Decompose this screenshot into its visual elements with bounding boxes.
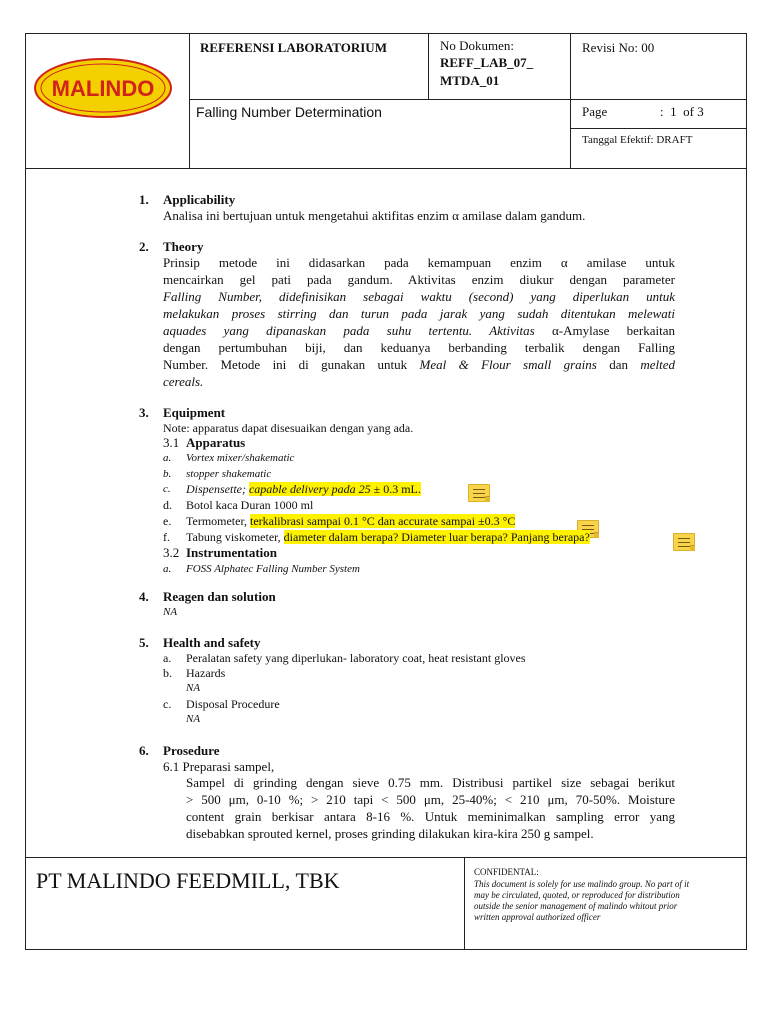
section-4-title: Reagen dan solution bbox=[163, 589, 276, 604]
section-2-line-5a: aquades yang dipanaskan pada suhu tertentu. Aktivitas bbox=[163, 323, 535, 338]
revisi-no: Revisi No: 00 bbox=[582, 40, 655, 55]
instrumentation-title: Instrumentation bbox=[186, 545, 278, 560]
safety-c-mark: c. bbox=[163, 697, 172, 711]
section-6-title: Prosedure bbox=[163, 743, 220, 758]
comment-note-icon-3[interactable] bbox=[673, 533, 695, 551]
section-4-text: NA bbox=[163, 606, 178, 618]
footer-divider bbox=[464, 857, 465, 950]
apparatus-b-mark: b. bbox=[163, 468, 172, 480]
section-5-num: 5. bbox=[139, 635, 149, 650]
section-1-num: 1. bbox=[139, 192, 149, 207]
apparatus-e-text bbox=[186, 514, 515, 529]
safety-b-mark: b. bbox=[163, 666, 172, 680]
footer-conf-title: CONFIDENTAL: bbox=[474, 867, 539, 877]
footer-conf-line-1: This document is solely for use malindo group. No part of it bbox=[474, 879, 690, 889]
doc-no-value-2: MTDA_01 bbox=[440, 73, 500, 88]
section-4-num: 4. bbox=[139, 589, 149, 604]
doc-subtitle: Falling Number Determination bbox=[196, 104, 382, 120]
safety-c-text: Disposal Procedure bbox=[186, 697, 280, 711]
section-3-note: Note: apparatus dapat disesuaikan dengan yang ada. bbox=[163, 421, 414, 435]
comment-note-icon-1[interactable] bbox=[468, 484, 490, 502]
section-2-line-7 bbox=[163, 357, 675, 373]
doc-no-label: No Dokumen: bbox=[440, 38, 515, 53]
safety-b-text: Hazards bbox=[186, 666, 226, 680]
header-divider-docno bbox=[428, 33, 429, 99]
section-6-sub1: 6.1 Preparasi sampel, bbox=[163, 759, 275, 774]
section-2-line-5b: α-Amylase berkaitan bbox=[552, 323, 675, 338]
apparatus-e-plain: Termometer, bbox=[186, 514, 247, 528]
apparatus-a-text: Vortex mixer/shakematic bbox=[186, 452, 295, 464]
header-divider-revisi bbox=[570, 33, 571, 168]
footer-company: PT MALINDO FEEDMILL, TBK bbox=[36, 868, 340, 893]
section-2-line-5 bbox=[163, 323, 675, 339]
doc-no-value-1: REFF_LAB_07_ bbox=[440, 55, 534, 70]
safety-a-mark: a. bbox=[163, 651, 172, 665]
apparatus-c-highlight: ± 0.3 mL. bbox=[373, 482, 421, 496]
apparatus-c-mark: c. bbox=[163, 483, 171, 495]
section-1-text: Analisa ini bertujuan untuk mengetahui aktifitas enzim α amilase dalam gandum. bbox=[163, 208, 586, 223]
apparatus-d-text: Botol kaca Duran 1000 ml bbox=[186, 498, 314, 512]
footer-conf-line-3: outside the senior management of malindo whitout prior bbox=[474, 901, 678, 911]
instrumentation-a-text: FOSS Alphatec Falling Number System bbox=[186, 563, 360, 575]
section-2-line-1: Prinsip metode ini didasarkan pada kemampuan enzim α amilase untuk bbox=[163, 255, 675, 270]
header-bottom-line bbox=[25, 168, 747, 169]
section-3-title: Equipment bbox=[163, 405, 226, 420]
section-2-title: Theory bbox=[163, 239, 204, 254]
section-2-line-8: cereals. bbox=[163, 374, 204, 389]
section-2-line-6: dengan pertumbuhan biji, dan keduanya berbanding terbalik dengan Falling bbox=[163, 340, 675, 355]
section-1-title: Applicability bbox=[163, 192, 236, 207]
safety-c-sub: NA bbox=[186, 713, 201, 725]
apparatus-title: Apparatus bbox=[186, 435, 246, 450]
section-2-line-7a: Number. Metode ini di gunakan untuk bbox=[163, 357, 408, 372]
section-6-num: 6. bbox=[139, 743, 149, 758]
logo-text: MALINDO bbox=[51, 76, 155, 101]
page-label: Page bbox=[582, 104, 608, 119]
tanggal-efektif: Tanggal Efektif: DRAFT bbox=[582, 134, 693, 146]
apparatus-f-plain: Tabung viskometer, bbox=[186, 530, 281, 544]
apparatus-num: 3.1 bbox=[163, 435, 180, 450]
apparatus-e-mark: e. bbox=[163, 514, 172, 528]
instrumentation-a-mark: a. bbox=[163, 563, 172, 575]
safety-b-sub: NA bbox=[186, 682, 201, 694]
footer-top-line bbox=[25, 857, 747, 858]
section-6-line-3: content grain berkisar antara 8-16 %. Untuk meminimalkan sampling error yang bbox=[186, 809, 675, 824]
footer-conf-line-4: written approval authorized officer bbox=[474, 912, 601, 922]
apparatus-c-highlight-italic: capable delivery pada 25 bbox=[248, 482, 371, 496]
footer-conf-line-2: may be circulated, quoted, or reproduced for distribution bbox=[474, 890, 680, 900]
instrumentation-num: 3.2 bbox=[163, 545, 180, 560]
section-5-title: Health and safety bbox=[163, 635, 261, 650]
apparatus-c-plain: Dispensette; bbox=[186, 482, 246, 496]
header-title: REFERENSI LABORATORIUM bbox=[200, 40, 387, 55]
page-value: : 1 of 3 bbox=[660, 104, 704, 119]
section-3-num: 3. bbox=[139, 405, 149, 420]
section-2-num: 2. bbox=[139, 239, 149, 254]
apparatus-f-highlight: diameter dalam berapa? Diameter luar berapa? Panjang berapa? bbox=[283, 530, 590, 544]
section-2-line-3: Falling Number, didefinisikan sebagai waktu (second) yang diperlukan untuk bbox=[163, 289, 675, 304]
apparatus-a-mark: a. bbox=[163, 452, 172, 464]
apparatus-e-highlight: terkalibrasi sampai 0.1 °C dan accurate sampai ±0.3 °C bbox=[249, 514, 516, 528]
section-6-line-4: disebabkan sprouted kernel, proses grinding dilakukan kira-kira 250 g sampel. bbox=[186, 826, 594, 841]
apparatus-b-text: stopper shakematic bbox=[186, 468, 272, 480]
malindo-logo bbox=[34, 58, 172, 118]
apparatus-d-mark: d. bbox=[163, 498, 172, 512]
section-6-line-2: > 500 μm, 0-10 %; > 210 tapi < 500 μm, 25-40%; < 210 μm, 70-50%. Moisture bbox=[186, 792, 675, 807]
apparatus-c-text bbox=[186, 482, 421, 497]
section-6-line-1: Sampel di grinding dengan sieve 0.75 mm. Distribusi partikel size sebagai berikut bbox=[186, 775, 675, 790]
apparatus-f-mark: f. bbox=[163, 530, 170, 544]
section-2-line-7d: melted bbox=[640, 357, 676, 372]
header-row-line-2 bbox=[570, 128, 747, 129]
header-divider-logo bbox=[189, 33, 190, 168]
section-2-line-7b: Meal & Flour small grains bbox=[419, 357, 597, 372]
section-2-line-2: mencairkan gel pati pada gandum. Aktivitas enzim diukur dengan parameter bbox=[163, 272, 675, 287]
section-2-line-7c: dan bbox=[609, 357, 628, 372]
safety-a-text: Peralatan safety yang diperlukan- laboratory coat, heat resistant gloves bbox=[186, 651, 526, 665]
apparatus-f-text bbox=[186, 530, 590, 545]
section-2-line-4: melakukan proses stirring dan turun pada jarak yang sudah ditentukan melewati bbox=[163, 306, 675, 321]
header-row-line-1 bbox=[189, 99, 747, 100]
